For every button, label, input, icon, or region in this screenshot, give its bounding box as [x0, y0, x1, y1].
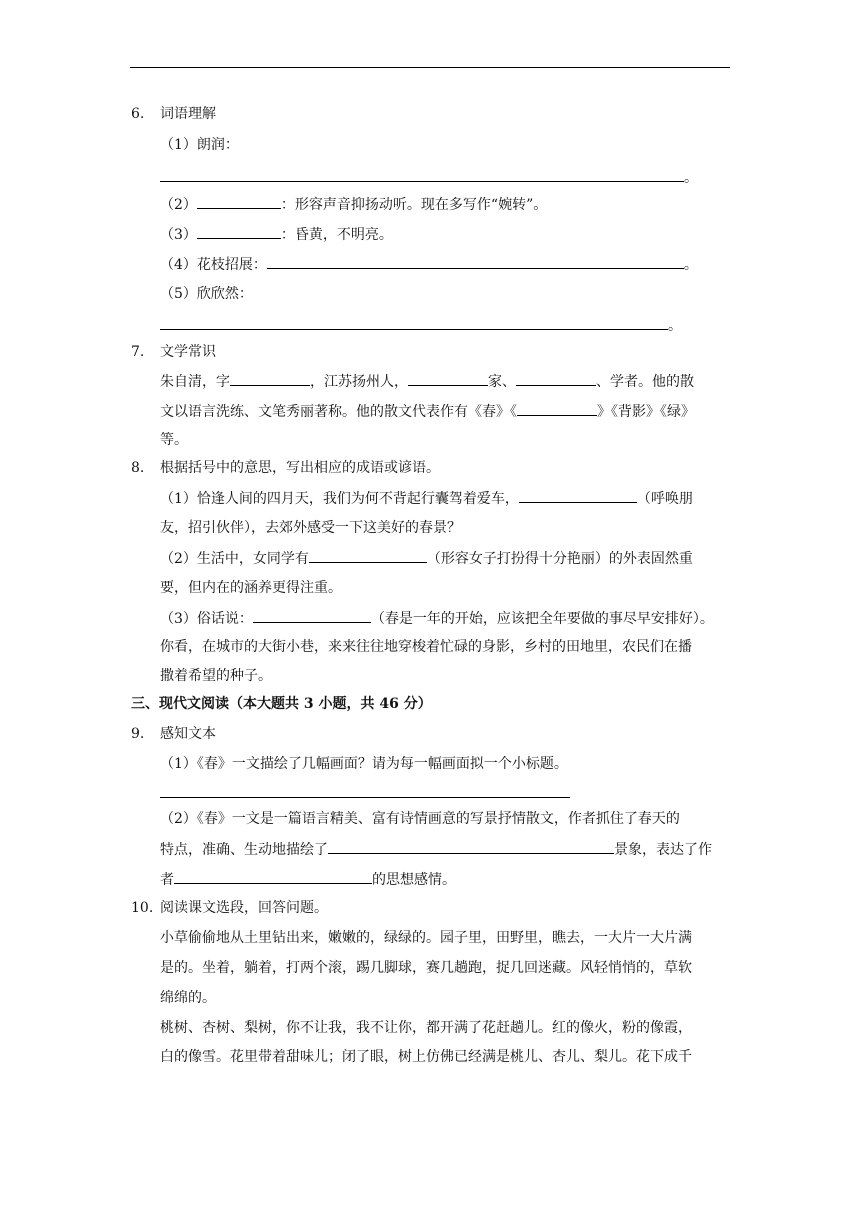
- q8-sentence-2-cont: 要，但内在的涵养更得注重。: [160, 580, 342, 596]
- q6-item-3: （3） ：昏黄，不明亮。: [160, 224, 393, 245]
- answer-blank[interactable]: [197, 224, 281, 239]
- q7-line-3: 等。: [160, 432, 188, 448]
- q8-title: 根据括号中的意思，写出相应的成语或谚语。: [160, 460, 440, 476]
- q10-number: 10.: [131, 900, 154, 916]
- passage-line: 桃树、杏树、梨树，你不让我，我不让你，都开满了花赶趟儿。红的像火，粉的像霞，: [160, 1020, 692, 1036]
- q9-sub-2-cont: 特点，准确、生动地描绘了 景象，表达了作: [160, 839, 712, 860]
- q7-number: 7.: [131, 344, 145, 360]
- q6-number: 6.: [131, 106, 145, 122]
- q8-sentence-1: （1）恰逢人间的四月天，我们为何不背起行囊驾着爱车， （呼唤朋: [160, 488, 693, 509]
- section-heading: 三、现代文阅读（本大题共 3 小题，共 46 分）: [131, 696, 432, 712]
- q8-sentence-3-end: 撒着希望的种子。: [160, 668, 272, 684]
- q8-sentence-3-cont: 你看，在城市的大街小巷，来来往往地穿梭着忙碌的身影，乡村的田地里，农民们在播: [160, 639, 692, 655]
- answer-blank[interactable]: [197, 194, 281, 209]
- q6-item-5-answer: 。: [160, 315, 682, 336]
- answer-blank[interactable]: [230, 371, 310, 386]
- q7-title: 文学常识: [160, 344, 216, 360]
- q9-sub-1-answer: [160, 783, 570, 804]
- q9-sub-2-end: 者 的思想感情。: [160, 869, 456, 890]
- q9-sub-1: （1）《春》一文描绘了几幅画面？请为每一幅画面拟一个小标题。: [160, 756, 568, 772]
- q10-title: 阅读课文选段，回答问题。: [160, 900, 328, 916]
- q6-item-5: （5）欣欣然：: [160, 286, 253, 302]
- answer-blank[interactable]: [328, 839, 614, 854]
- answer-blank[interactable]: [309, 548, 427, 563]
- passage-line: 绵绵的。: [160, 990, 216, 1006]
- answer-blank[interactable]: [160, 783, 570, 798]
- q6-item-1: （1）朗润：: [160, 137, 239, 153]
- answer-blank[interactable]: [174, 869, 372, 884]
- q8-number: 8.: [131, 460, 145, 476]
- answer-blank[interactable]: [517, 401, 597, 416]
- q6-item-4: （4）花枝招展： 。: [160, 254, 698, 275]
- answer-blank[interactable]: [516, 371, 596, 386]
- answer-blank[interactable]: [519, 488, 637, 503]
- q6-item-1-answer: 。: [160, 167, 698, 188]
- q7-line-2: 文以语言洗练、文笔秀丽著称。他的散文代表作有《春》《 》《背影》《绿》: [160, 401, 695, 422]
- passage-line: 小草偷偷地从土里钻出来，嫩嫩的，绿绿的。园子里，田野里，瞧去，一大片一大片满: [160, 930, 692, 946]
- q9-number: 9.: [131, 726, 145, 742]
- answer-blank[interactable]: [267, 254, 684, 269]
- q9-sub-2: （2）《春》一文是一篇语言精美、富有诗情画意的写景抒情散文，作者抓住了春天的: [160, 811, 680, 827]
- header-rule: [130, 67, 730, 68]
- passage-line: 白的像雪。花里带着甜味儿；闭了眼，树上仿佛已经满是桃儿、杏儿、梨儿。花下成千: [160, 1049, 692, 1065]
- passage-line: 是的。坐着，躺着，打两个滚，踢几脚球，赛几趟跑，捉几回迷藏。风轻悄悄的，草软: [160, 960, 692, 976]
- q9-title: 感知文本: [160, 726, 216, 742]
- q6-item-2: （2） ：形容声音抑扬动听。现在多写作“婉转”。: [160, 194, 547, 215]
- answer-blank[interactable]: [253, 608, 371, 623]
- answer-blank[interactable]: [160, 315, 668, 330]
- q6-title: 词语理解: [160, 106, 216, 122]
- q8-sentence-3: （3）俗话说： （春是一年的开始，应该把全年要做的事尽早安排好）。: [160, 608, 714, 629]
- q8-sentence-1-cont: 友，招引伙伴），去郊外感受一下这美好的春景？: [160, 520, 461, 536]
- answer-blank[interactable]: [160, 167, 684, 182]
- q8-sentence-2: （2）生活中，女同学有 （形容女子打扮得十分艳丽）的外表固然重: [160, 548, 693, 569]
- answer-blank[interactable]: [408, 371, 488, 386]
- q7-line-1: 朱自清，字 ，江苏扬州人， 家、 、学者。他的散: [160, 371, 694, 392]
